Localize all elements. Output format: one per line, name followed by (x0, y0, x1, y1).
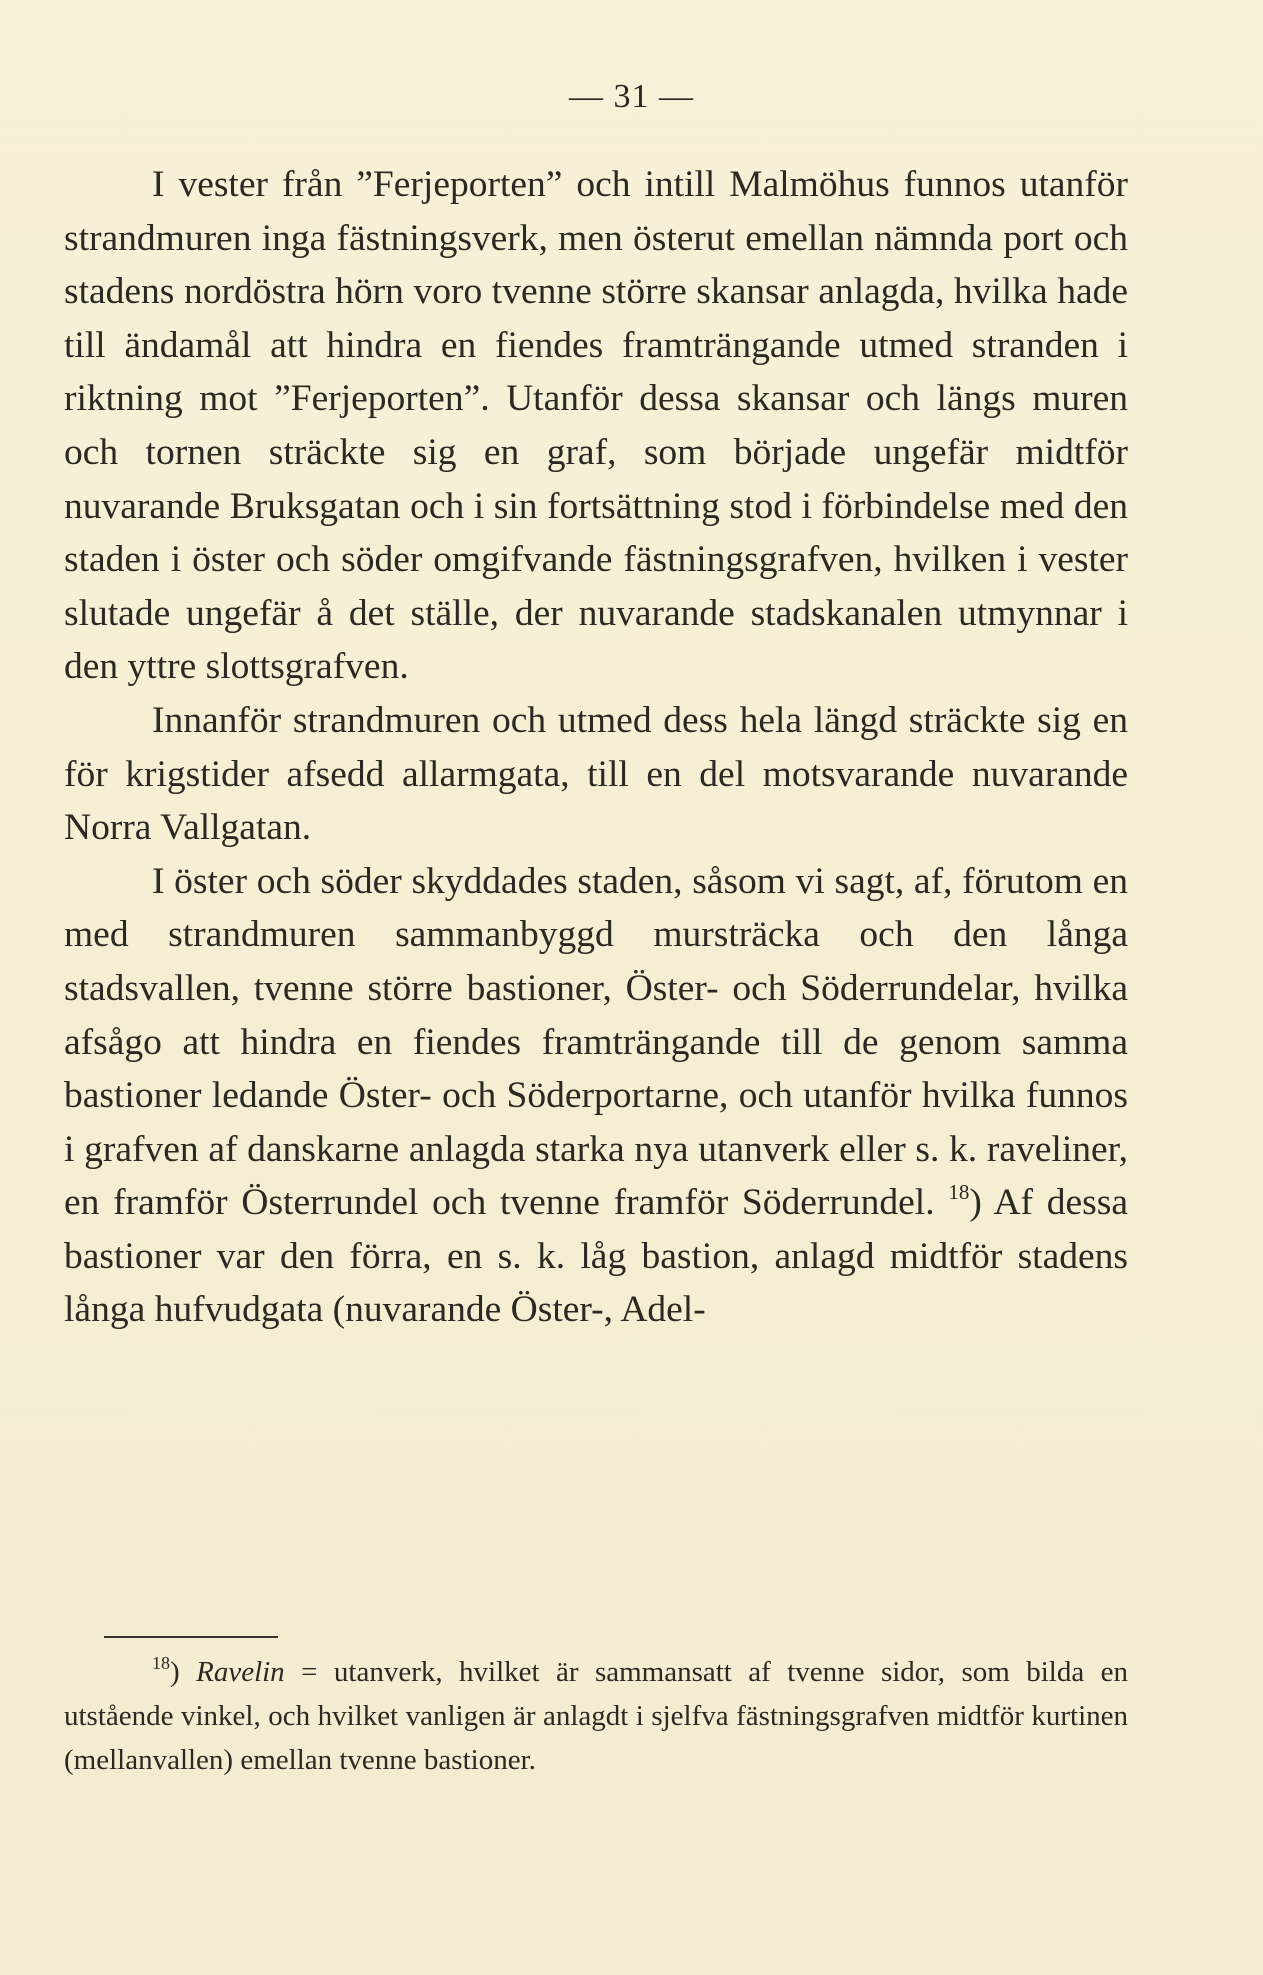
page-number: — 31 — (569, 78, 694, 115)
paragraph-3-continuation: ) Af dessa bastioner var den förra, en s. k. låg bastion, anlagd midtför stadens långa hufvudgata (nuvarande Öster-, Adel- (64, 1182, 1128, 1331)
footnote-reference[interactable]: 18 (948, 1180, 970, 1205)
footnote-marker: 18 (152, 1653, 170, 1673)
footnote-marker-close: ) (170, 1656, 180, 1688)
paragraph-3 (64, 855, 1128, 1337)
footnote-definition: = utanverk, hvilket är sammansatt af tvenne sidor, som bilda en utstående vinkel, och hvilket vanligen är anlagdt i sjelfva fästningsgrafven midtför kurtinen (mellanvallen) emellan tvenne bastioner. (64, 1656, 1129, 1776)
footnote-divider (104, 1636, 278, 1638)
footnote-term: Ravelin (196, 1656, 285, 1688)
footnote (64, 1650, 1128, 1782)
paragraph-2: Innanför strandmuren och utmed dess hela längd sträckte sig en för krigstider afsedd allarmgata, till en del motsvarande nuvarande Norra Vallgatan. (64, 699, 1128, 849)
paragraph-3-text: I öster och söder skyddades staden, såsom vi sagt, af, förutom en med strandmuren sammanbyggd mursträcka och den långa stadsvallen, tvenne större bastioner, Öster- och Söderrundelar, hvilka afsågo att hindra en fiendes framträngande till de genom samma bastioner ledande Öster- och Söderportarne, och utanför hvilka funnos i grafven af danskarne anlagda starka nya utanverk eller s. k. raveliner, en framför Österrundel och tvenne framför Söderrundel. (64, 860, 1128, 1224)
body-text (64, 158, 1128, 1337)
paragraph-1: I vester från ”Ferjeporten” och intill Malmöhus funnos utanför strandmuren inga fästningsverk, men österut emellan nämnda port och stadens nordöstra hörn voro tvenne större skansar anlagda, hvilka hade till ändamål att hindra en fiendes framträngande utmed stranden i riktning mot ”Ferjeporten”. Utanför dessa skansar och längs muren och tornen sträckte sig en graf, som började ungefär midtför nuvarande Bruksgatan och i sin fortsättning stod i förbindelse med den staden i öster och söder omgifvande fästningsgrafven, hvilken i vester slutade ungefär å det ställe, der nuvarande stadskanalen utmynnar i den yttre slottsgrafven. (64, 164, 1128, 688)
footnote-text (64, 1650, 1128, 1782)
